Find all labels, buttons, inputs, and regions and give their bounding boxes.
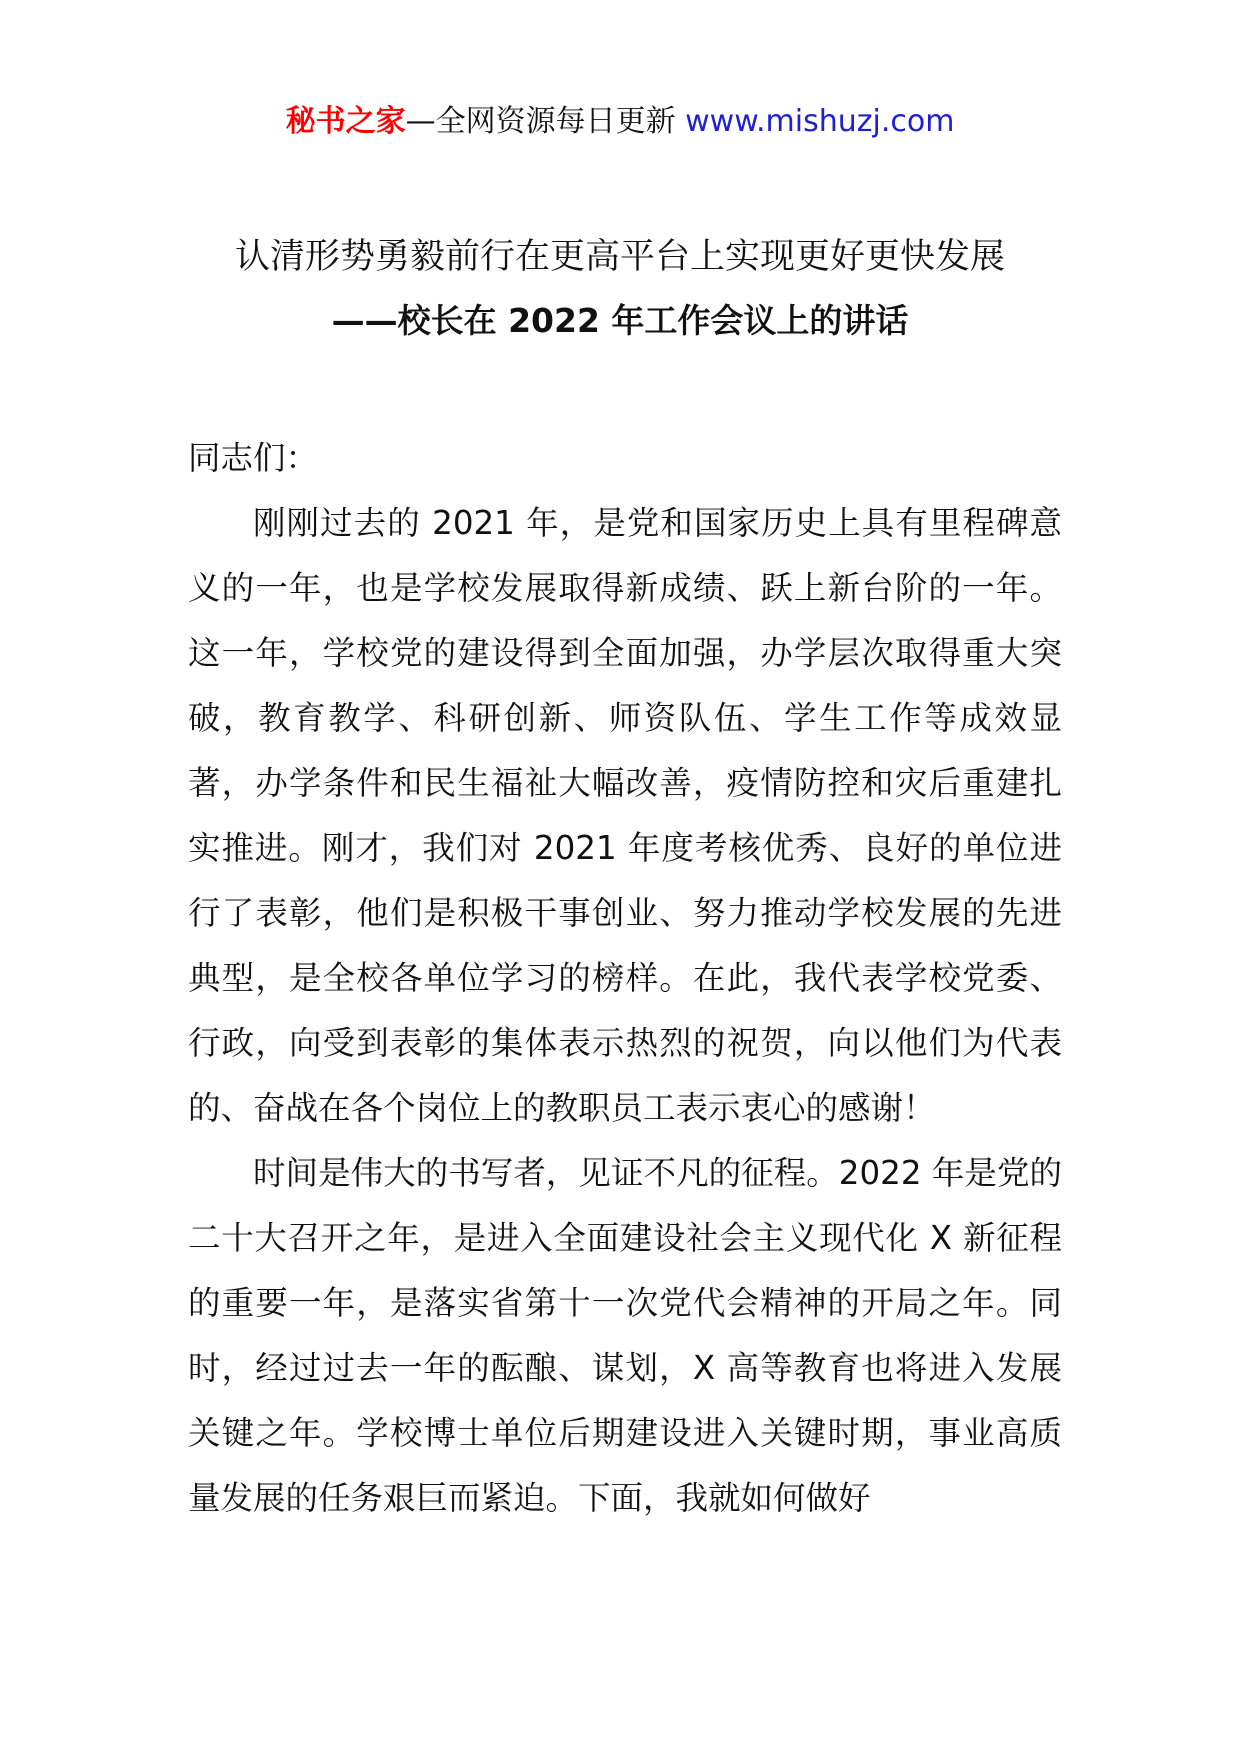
document-title: 认清形势勇毅前行在更高平台上实现更好更快发展 — [234, 237, 1005, 277]
document-subtitle: ——校长在 2022 年工作会议上的讲话 — [331, 301, 909, 340]
document-body — [188, 426, 1062, 1531]
website-link[interactable]: www.mishuzj.com — [685, 104, 955, 139]
header-banner — [0, 100, 1240, 144]
brand-name: 秘书之家 — [285, 104, 406, 139]
salutation: 同志们： — [188, 439, 319, 477]
paragraph-1: 刚刚过去的 2021 年，是党和国家历史上具有里程碑意义的一年，也是学校发展取得新成绩、跃上新台阶的一年。这一年，学校党的建设得到全面加强，办学层次取得重大突破，教育教学、科研创新、师资队伍、学生工作等成效显著，办学条件和民生福祉大幅改善，疫情防控和灾后重建扎实推进。刚才，我们对 2021 年度考核优秀、良好的单位进行了表彰，他们是积极干事创业、努力推动学校发展的先进典型，是全校各单位学习的榜样。在此，我代表学校党委、行政，向受到表彰的集体表示热烈的祝贺，向以他们为代表的、奋战在各个岗位上的教职员工表示衷心的感谢！ — [188, 504, 1062, 1127]
banner-slogan: —全网资源每日更新 — [405, 104, 676, 139]
paragraph-2: 时间是伟大的书写者，见证不凡的征程。2022 年是党的二十大召开之年，是进入全面建设社会主义现代化 X 新征程的重要一年，是落实省第十一次党代会精神的开局之年。同时，经过过去一年的酝酿、谋划，X 高等教育也将进入发展关键之年。学校博士单位后期建设进入关键时期，事业高质量发展的任务艰巨而紧迫。下面，我就如何做好 — [188, 1154, 1062, 1517]
